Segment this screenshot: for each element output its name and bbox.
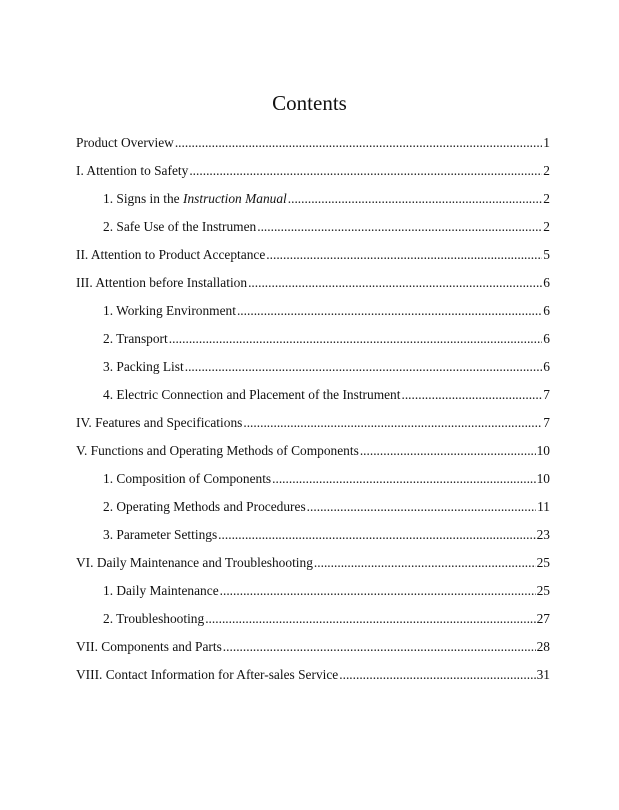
page-title: Contents [272, 91, 347, 115]
toc-page-number: 2 [543, 163, 550, 178]
toc-entry-features-specifications[interactable] [76, 404, 550, 432]
toc-entry-working-environment[interactable] [76, 292, 550, 320]
toc-entry-label: V. Functions and Operating Methods of Components [76, 443, 359, 458]
toc-page-number: 5 [543, 247, 550, 262]
toc-entry-label: 2. Operating Methods and Procedures [103, 499, 306, 514]
dot-leader [339, 666, 535, 684]
toc-entry-label: 4. Electric Connection and Placement of the Instrument [103, 387, 401, 402]
toc-entry-label: 1. Composition of Components [103, 471, 272, 486]
toc-entry-label: 2. Safe Use of the Instrumen [103, 219, 257, 234]
toc-entry-label: 2. Transport [103, 331, 168, 346]
toc-page-number: 2 [543, 219, 550, 234]
toc-entry-label: IV. Features and Specifications [76, 415, 243, 430]
toc-entry-label: VII. Components and Parts [76, 639, 222, 654]
toc-page-number: 7 [543, 415, 550, 430]
toc-entry-label-prefix: 1. Signs in the [103, 191, 183, 206]
dot-leader [314, 554, 536, 572]
toc-entry-label-italic: Instruction Manual [182, 191, 287, 206]
dot-leader [218, 526, 535, 544]
dot-leader [248, 274, 542, 292]
toc-page-number: 23 [536, 527, 550, 542]
toc-entry-transport[interactable] [76, 320, 550, 348]
toc-entry-electric-connection[interactable] [76, 376, 550, 404]
dot-leader [401, 386, 542, 404]
dot-leader [175, 134, 542, 152]
toc-entry-label: VIII. Contact Information for After-sales Service [76, 667, 339, 682]
toc-entry-label: VI. Daily Maintenance and Troubleshooting [76, 555, 313, 570]
toc-entry-maintenance-troubleshooting[interactable] [76, 544, 550, 572]
toc-entry-attention-to-safety[interactable] [76, 152, 550, 180]
toc-page-number: 2 [543, 191, 550, 206]
toc-entry-label: II. Attention to Product Acceptance [76, 247, 266, 262]
toc-page-number: 1 [543, 135, 550, 150]
dot-leader [307, 498, 536, 516]
toc-entry-safe-use[interactable] [76, 208, 550, 236]
toc-page-number: 7 [543, 387, 550, 402]
toc-entry-product-acceptance[interactable] [76, 236, 550, 264]
toc-page-number: 10 [536, 443, 550, 458]
toc-entry-label: 1. Working Environment [103, 303, 236, 318]
toc-entry-label: 2. Troubleshooting [103, 611, 205, 626]
dot-leader [189, 162, 542, 180]
dot-leader [360, 442, 536, 460]
toc-entry-troubleshooting[interactable] [76, 600, 550, 628]
toc-page-number: 25 [536, 555, 550, 570]
toc-page-number: 10 [536, 471, 550, 486]
dot-leader [288, 190, 543, 208]
toc-entry-signs-in-manual[interactable] [76, 180, 550, 208]
toc-page-number: 27 [536, 611, 550, 626]
toc-entry-components-parts[interactable] [76, 628, 550, 656]
dot-leader [223, 638, 536, 656]
dot-leader [243, 414, 542, 432]
toc-entry-contact-information[interactable] [76, 656, 550, 684]
toc-page-number: 25 [536, 583, 550, 598]
toc-page-number: 6 [543, 359, 550, 374]
toc-page-number: 28 [536, 639, 550, 654]
table-of-contents [76, 124, 550, 684]
toc-entry-label [103, 190, 287, 208]
toc-entry-parameter-settings[interactable] [76, 516, 550, 544]
toc-entry-packing-list[interactable] [76, 348, 550, 376]
toc-entry-label: III. Attention before Installation [76, 275, 248, 290]
dot-leader [185, 358, 543, 376]
toc-entry-label: 1. Daily Maintenance [103, 583, 219, 598]
toc-entry-label: I. Attention to Safety [76, 163, 189, 178]
toc-page-number: 6 [543, 331, 550, 346]
toc-entry-label: 3. Packing List [103, 359, 184, 374]
toc-entry-product-overview[interactable] [76, 124, 550, 152]
dot-leader [272, 470, 535, 488]
dot-leader [205, 610, 535, 628]
toc-page-number: 11 [537, 499, 550, 514]
toc-entry-daily-maintenance[interactable] [76, 572, 550, 600]
dot-leader [257, 218, 542, 236]
dot-leader [266, 246, 542, 264]
dot-leader [220, 582, 536, 600]
dot-leader [237, 302, 542, 320]
toc-page-number: 6 [543, 303, 550, 318]
toc-entry-label: 3. Parameter Settings [103, 527, 218, 542]
dot-leader [169, 330, 543, 348]
toc-entry-operating-procedures[interactable] [76, 488, 550, 516]
toc-entry-functions-operating-methods[interactable] [76, 432, 550, 460]
toc-entry-before-installation[interactable] [76, 264, 550, 292]
toc-entry-composition-components[interactable] [76, 460, 550, 488]
toc-page-number: 31 [536, 667, 550, 682]
toc-page-number: 6 [543, 275, 550, 290]
toc-entry-label: Product Overview [76, 135, 174, 150]
